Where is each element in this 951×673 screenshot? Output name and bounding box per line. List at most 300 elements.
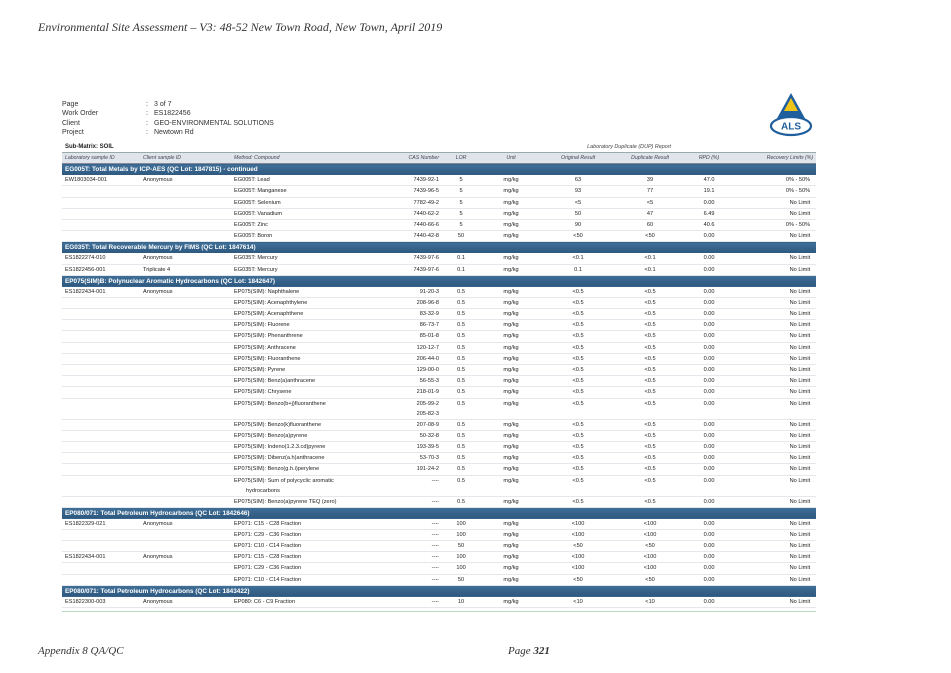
original-result-cell [542,342,614,353]
table-row [62,441,816,452]
cas-number-cell-text: 7440-42-8 [413,233,440,240]
cas-number-cell [374,253,442,264]
section-title: EP075(SIM)B: Polynuclear Aromatic Hydrocarbons (QC Lot: 1842647) [62,275,816,287]
client-sample-id-cell [140,387,231,398]
lor-cell [442,253,480,264]
rpd-cell-text: 0.00 [703,311,715,318]
rpd-cell [686,529,732,540]
recovery-limits-cell [732,453,816,464]
table-row [62,552,816,563]
duplicate-result-cell-text: <0.1 [644,255,656,262]
table-row [62,496,816,507]
recovery-limits-cell [732,353,816,364]
rpd-cell-text: 0.00 [703,554,715,561]
lor-cell-text: 50 [457,543,465,550]
client-sample-id-cell-text: Anonymous [143,288,173,295]
rpd-cell [686,541,732,552]
duplicate-result-cell [614,563,686,574]
cas-number-cell-text: ---- [431,598,440,605]
table-row [62,563,816,574]
table-row [62,398,816,419]
duplicate-result-cell-text: <0.5 [644,288,656,295]
bottom-rule [62,611,816,612]
client-sample-id-cell [140,552,231,563]
lor-cell [442,376,480,387]
compound-cell [231,419,374,430]
unit-cell-text: mg/kg [503,210,519,217]
recovery-limits-cell [732,519,816,530]
duplicate-result-cell-text: <0.5 [644,400,656,407]
client-sample-id-cell-text: Anonymous [143,554,173,561]
original-result-cell [542,231,614,242]
table-row [62,208,816,219]
unit-cell [480,175,542,186]
unit-cell [480,387,542,398]
recovery-limits-cell [732,331,816,342]
cas-number-cell [374,353,442,364]
original-result-cell [542,365,614,376]
lab-sample-id-cell [62,253,140,264]
original-result-cell-text: <0.5 [572,344,584,351]
duplicate-result-cell [614,376,686,387]
lab-sample-id-cell-text: EW1803034-001 [65,177,107,184]
client-sample-id-cell [140,253,231,264]
recovery-limits-cell [732,287,816,298]
cas-number-cell-text: ---- [431,520,440,527]
cas-number-cell-text: ---- [431,576,440,583]
section-header-row [62,242,816,254]
duplicate-result-cell-text: <50 [645,576,655,583]
cas-number-cell-text: ---- [431,531,440,538]
compound-cell-text: EP071: C29 - C36 Fraction [234,565,302,572]
original-result-cell-text: <0.5 [572,288,584,295]
cas-number-cell-text: 206-44-0 [416,355,440,362]
lor-cell-text: 100 [456,554,466,561]
duplicate-result-cell-text: <0.5 [644,333,656,340]
client-sample-id-cell-text: Anonymous [143,177,173,184]
cas-number-cell [374,496,442,507]
original-result-cell-text: <100 [571,565,585,572]
original-result-cell-text: <0.5 [572,311,584,318]
cas-number-cell-text: 207-08-9 [416,421,440,428]
rpd-cell-text: 0.00 [703,531,715,538]
recovery-limits-cell [732,208,816,219]
original-result-cell [542,574,614,585]
recovery-limits-cell [732,430,816,441]
unit-cell [480,529,542,540]
recovery-limits-cell [732,264,816,275]
compound-cell [231,253,374,264]
rpd-cell [686,297,732,308]
unit-cell [480,563,542,574]
rpd-cell [686,574,732,585]
section-header-row [62,164,816,176]
recovery-limits-cell [732,231,816,242]
lor-cell-text: 5 [459,221,463,228]
lor-cell-text: 0.5 [457,311,465,318]
duplicate-result-cell [614,309,686,320]
recovery-limits-cell [732,475,816,496]
compound-cell-text: EP071: C29 - C36 Fraction [234,531,302,538]
client-sample-id-cell [140,464,231,475]
unit-cell [480,287,542,298]
original-result-cell-text: <100 [571,531,585,538]
lor-cell [442,231,480,242]
original-result-cell [542,519,614,530]
lor-cell [442,541,480,552]
recovery-limits-cell-text: No Limit [789,233,811,240]
rpd-cell-text: 0.00 [703,378,715,385]
unit-cell [480,219,542,230]
sub-matrix-label: Sub-Matrix: SOIL [62,142,442,153]
original-result-cell-text: <0.5 [572,455,584,462]
cas-number-cell-text: 7439-97-6 [413,266,440,273]
compound-cell [231,353,374,364]
col-client-sample-id: Client sample ID [140,153,231,164]
rpd-cell-text: 0.00 [703,367,715,373]
duplicate-result-cell [614,342,686,353]
compound-cell-text: EP071: C10 - C14 Fraction [234,576,302,583]
rpd-cell-text: 40.6 [703,221,715,228]
client-sample-id-cell [140,287,231,298]
compound-cell [231,453,374,464]
original-result-cell [542,353,614,364]
recovery-limits-cell-text: No Limit [789,333,811,340]
cas-number-cell-text: ---- [431,477,440,484]
original-result-cell [542,264,614,275]
recovery-limits-cell-text: No Limit [789,389,811,396]
rpd-cell [686,186,732,197]
recovery-limits-cell-text: No Limit [789,598,811,605]
duplicate-result-cell-text: <0.5 [644,344,656,351]
lor-cell [442,441,480,452]
recovery-limits-cell [732,342,816,353]
client-sample-id-cell [140,376,231,387]
client-sample-id-cell [140,475,231,496]
rpd-cell [686,563,732,574]
cas-number-cell-text: 83-32-9 [419,311,440,318]
table-row [62,430,816,441]
unit-cell-text: mg/kg [503,355,519,362]
cas-number-cell [374,376,442,387]
lab-sample-id-cell [62,287,140,298]
rpd-cell-text: 0.00 [703,498,715,505]
cas-number-cell [374,231,442,242]
col-lor: LOR [442,153,480,164]
duplicate-report-table [62,142,816,608]
table-row [62,376,816,387]
recovery-limits-cell [732,419,816,430]
compound-cell-text: EG005T: Boron [234,233,273,240]
compound-cell [231,475,374,496]
cas-number-cell-text: 7439-96-5 [413,188,440,195]
cas-number-cell [374,419,442,430]
table-row [62,186,816,197]
recovery-limits-cell [732,398,816,419]
original-result-cell-text: <0.5 [572,477,584,484]
original-result-cell-text: 90 [574,221,582,228]
original-result-cell [542,552,614,563]
rpd-cell-text: 0.00 [703,432,715,439]
lor-cell [442,597,480,608]
duplicate-result-cell-text: 77 [646,188,654,195]
unit-cell-text: mg/kg [503,177,519,184]
rpd-cell-text: 0.00 [703,389,715,396]
unit-cell [480,231,542,242]
meta-value: ES1822456 [154,110,191,118]
compound-cell [231,552,374,563]
lor-cell-text: 0.5 [457,344,465,351]
unit-cell-text: mg/kg [503,378,519,385]
recovery-limits-cell-text: No Limit [789,288,811,295]
unit-cell-text: mg/kg [503,498,519,505]
unit-cell [480,376,542,387]
original-result-cell-text: <0.1 [572,255,584,262]
col-duplicate-result: Duplicate Result [614,153,686,164]
unit-cell [480,331,542,342]
unit-cell-text: mg/kg [503,432,519,439]
rpd-cell [686,419,732,430]
duplicate-result-cell [614,175,686,186]
recovery-limits-cell-text: No Limit [789,266,811,273]
duplicate-result-cell-text: <0.5 [644,466,656,473]
cas-number-cell-text: ---- [431,543,440,550]
lor-cell-text: 0.5 [457,355,465,362]
compound-cell [231,231,374,242]
original-result-cell [542,419,614,430]
results-table [62,142,816,608]
rpd-cell [686,453,732,464]
original-result-cell [542,197,614,208]
unit-cell-text: mg/kg [503,531,519,538]
duplicate-result-cell [614,387,686,398]
lab-sample-id-cell [62,175,140,186]
recovery-limits-cell [732,563,816,574]
table-row [62,365,816,376]
duplicate-result-cell [614,331,686,342]
client-sample-id-cell [140,529,231,540]
lor-cell [442,464,480,475]
rpd-cell-text: 0.00 [703,199,715,206]
unit-cell [480,419,542,430]
lab-sample-id-cell [62,297,140,308]
rpd-cell [686,231,732,242]
duplicate-result-cell-text: <0.5 [644,498,656,505]
rpd-cell [686,287,732,298]
client-sample-id-cell [140,186,231,197]
lor-cell [442,287,480,298]
lor-cell-text: 5 [459,188,463,195]
original-result-cell-text: <0.5 [572,466,584,473]
compound-cell-text: EG005T: Zinc [234,221,268,228]
lor-cell [442,186,480,197]
unit-cell-text: mg/kg [503,477,519,484]
recovery-limits-cell-text: No Limit [789,477,811,484]
compound-cell [231,563,374,574]
original-result-cell-text: <0.5 [572,421,584,428]
original-result-cell [542,331,614,342]
recovery-limits-cell [732,464,816,475]
compound-cell [231,197,374,208]
rpd-cell [686,464,732,475]
compound-cell [231,529,374,540]
client-sample-id-cell [140,430,231,441]
compound-cell [231,464,374,475]
recovery-limits-cell-text: No Limit [789,576,811,583]
rpd-cell [686,597,732,608]
original-result-cell-text: <100 [571,554,585,561]
rpd-cell-text: 0.00 [703,520,715,527]
unit-cell [480,353,542,364]
duplicate-result-cell [614,253,686,264]
original-result-cell-text: 0.1 [574,266,582,273]
lor-cell [442,208,480,219]
original-result-cell [542,441,614,452]
lor-cell-text: 0.5 [457,466,465,473]
unit-cell-text: mg/kg [503,421,519,428]
table-row [62,419,816,430]
cas-number-cell [374,563,442,574]
recovery-limits-cell [732,253,816,264]
lor-cell [442,552,480,563]
cas-number-cell [374,309,442,320]
compound-cell-text: EP075(SIM): Acenaphthene [234,311,304,318]
compound-cell-text: EP075(SIM): Benz(a)anthracene [234,378,316,385]
duplicate-result-cell [614,287,686,298]
unit-cell [480,597,542,608]
compound-cell [231,541,374,552]
table-row [62,320,816,331]
unit-cell [480,297,542,308]
unit-cell [480,186,542,197]
recovery-limits-cell [732,297,816,308]
cas-number-cell-text: 7440-62-2 [413,210,440,217]
client-sample-id-cell [140,574,231,585]
duplicate-result-cell-text: <0.5 [644,455,656,462]
original-result-cell [542,287,614,298]
unit-cell-text: mg/kg [503,188,519,195]
original-result-cell [542,297,614,308]
client-sample-id-cell [140,219,231,230]
cas-number-cell [374,197,442,208]
section-header-row [62,585,816,597]
recovery-limits-cell [732,574,816,585]
compound-cell [231,365,374,376]
col-lab-sample-id: Laboratory sample ID [62,153,140,164]
lor-cell-text: 0.5 [457,400,465,407]
rpd-cell [686,387,732,398]
client-sample-id-cell [140,297,231,308]
unit-cell-text: mg/kg [503,389,519,396]
cas-number-cell [374,441,442,452]
footer-page [508,645,550,657]
rpd-cell [686,197,732,208]
unit-cell [480,309,542,320]
original-result-cell [542,464,614,475]
col-cas-number: CAS Number [374,153,442,164]
table-row [62,453,816,464]
lab-sample-id-cell-text: ES1822329-021 [65,520,106,527]
lor-cell [442,320,480,331]
section-header-row [62,507,816,519]
compound-cell-text: EP075(SIM): Sum of polycyclic aromatic [234,477,334,484]
compound-cell [231,175,374,186]
unit-cell-text: mg/kg [503,576,519,583]
client-sample-id-cell [140,175,231,186]
compound-cell [231,342,374,353]
col-rpd: RPD (%) [686,153,732,164]
client-sample-id-cell [140,398,231,419]
original-result-cell-text: <0.5 [572,367,584,373]
lor-cell-text: 0.5 [457,477,465,484]
rpd-cell-text: 0.00 [703,421,715,428]
original-result-cell-text: <0.5 [572,322,584,329]
meta-label: Work Order [62,110,99,118]
table-row [62,331,816,342]
duplicate-result-cell-text: <0.5 [644,322,656,329]
lab-sample-id-cell [62,563,140,574]
recovery-limits-cell-text: No Limit [789,432,811,439]
duplicate-result-cell [614,430,686,441]
recovery-limits-cell-text: No Limit [789,455,811,462]
original-result-cell [542,496,614,507]
cas-number-cell-text: 7440-66-6 [413,221,440,228]
duplicate-result-cell [614,219,686,230]
meta-label: Client [62,119,80,127]
duplicate-result-cell-text: <0.1 [644,266,656,273]
client-sample-id-cell [140,563,231,574]
rpd-cell [686,342,732,353]
unit-cell-text: mg/kg [503,443,519,450]
rpd-cell [686,175,732,186]
original-result-cell [542,219,614,230]
recovery-limits-cell [732,219,816,230]
lab-sample-id-cell-text: ES1822456-001 [65,266,106,273]
lor-cell-text: 100 [456,565,466,572]
compound-cell-text: EG005T: Manganese [234,188,287,195]
unit-cell [480,320,542,331]
recovery-limits-cell-text: No Limit [789,421,811,428]
lor-cell-text: 10 [457,598,465,605]
client-sample-id-cell [140,208,231,219]
lor-cell-text: 0.5 [457,421,465,428]
recovery-limits-cell-text: No Limit [789,378,811,385]
compound-cell-text: EP075(SIM): Benzo(a)pyrene [234,432,308,439]
compound-cell [231,320,374,331]
lab-sample-id-cell [62,197,140,208]
duplicate-result-cell-text: <50 [645,233,655,240]
unit-cell-text: mg/kg [503,565,519,572]
cas-number-cell-text: ---- [431,565,440,572]
recovery-limits-cell-text: No Limit [789,466,811,473]
original-result-cell-text: <0.5 [572,443,584,450]
duplicate-result-cell [614,419,686,430]
rpd-cell-text: 0.00 [703,299,715,306]
lor-cell-text: 5 [459,177,463,184]
duplicate-result-cell-text: <0.5 [644,421,656,428]
cas-number-cell [374,264,442,275]
lor-cell-text: 5 [459,199,463,206]
rpd-cell-text: 0.00 [703,255,715,262]
original-result-cell [542,208,614,219]
cas-number-cell [374,387,442,398]
compound-cell [231,441,374,452]
duplicate-result-cell [614,186,686,197]
rpd-cell [686,552,732,563]
recovery-limits-cell-text: 0% - 50% [785,188,811,195]
compound-cell [231,574,374,585]
lor-cell [442,353,480,364]
